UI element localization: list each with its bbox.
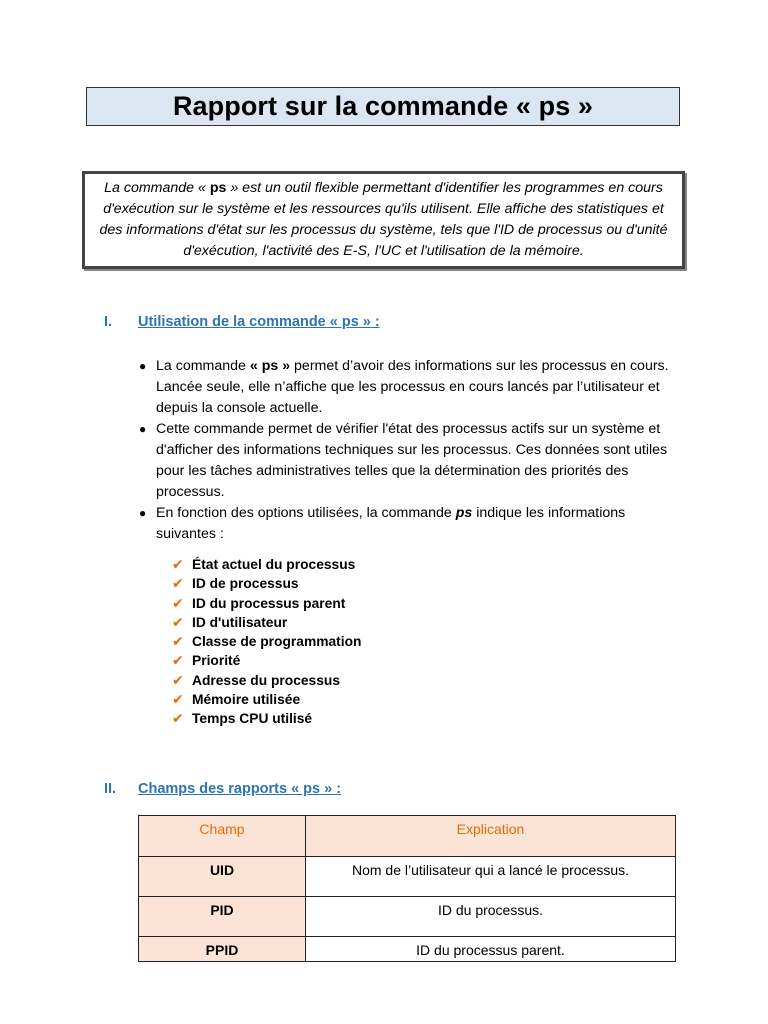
page-title: Rapport sur la commande « ps » <box>172 91 594 121</box>
bullet-dot-icon: ● <box>139 422 147 436</box>
field-name: PID <box>139 897 306 937</box>
intro-text <box>97 178 670 262</box>
intro-text-start: La commande « <box>104 180 210 196</box>
checkmark-icon: ✔ <box>172 556 184 572</box>
section-1-heading <box>104 314 380 330</box>
checklist-item <box>172 632 361 651</box>
section-2-number: II. <box>104 781 117 797</box>
field-name: PPID <box>139 937 306 962</box>
column-header-explication: Explication <box>306 816 676 857</box>
checklist-label: Mémoire utilisée <box>192 692 301 708</box>
table-row <box>139 897 676 937</box>
field-name: UID <box>139 857 306 897</box>
bullet-text: En fonction des options utilisées, la commande <box>156 505 456 521</box>
column-header-champ: Champ <box>139 816 306 857</box>
bullet-bold: « ps » <box>249 358 291 374</box>
fields-table <box>138 815 676 962</box>
intro-text-end: » est un outil flexible permettant d'identifier les programmes en cours d'exécution sur le système et les ressources qu'ils utilisent. Elle affiche des statistiques et des informations d'état sur les processus du système, tels que l'ID de processus ou d'unité d'exécution, l'activité des E-S, l'UC et l'utilisation de la mémoire. <box>99 180 668 259</box>
checklist-label: ID du processus parent <box>192 595 346 611</box>
section-1-title: Utilisation de la commande « ps » : <box>138 314 380 330</box>
checklist-label: Temps CPU utilisé <box>192 711 313 727</box>
bullet-item <box>138 503 678 545</box>
bullet-bold: ps <box>455 505 473 521</box>
checklist-label: État actuel du processus <box>192 557 356 572</box>
section-2-title: Champs des rapports « ps » : <box>138 781 342 797</box>
section-1-number: I. <box>104 314 113 330</box>
field-explanation: Nom de l’utilisateur qui a lancé le processus. <box>306 857 676 897</box>
checklist-item <box>172 574 361 593</box>
field-explanation: ID du processus parent. <box>306 937 676 962</box>
checklist <box>172 555 361 729</box>
bullet-dot-icon: ● <box>139 506 147 520</box>
checklist-item <box>172 613 361 632</box>
bullet-text: permet d’avoir des informations sur les processus en cours. Lancée seule, elle n’affiche que les processus en cours lancés par l’utilisateur et depuis la console actuelle. <box>156 358 669 416</box>
title-box <box>86 87 680 126</box>
table-header-row <box>139 816 676 857</box>
checkmark-icon: ✔ <box>172 633 184 650</box>
table-row <box>139 857 676 897</box>
checklist-item <box>172 690 361 709</box>
intro-box <box>82 171 685 269</box>
bullet-item <box>138 419 678 503</box>
checklist-label: ID de processus <box>192 576 299 592</box>
checklist-item <box>172 671 361 690</box>
checklist-item <box>172 709 361 728</box>
table-row <box>139 937 676 962</box>
checkmark-icon: ✔ <box>172 575 184 592</box>
bullet-text: indique les informations suivantes : <box>156 505 626 542</box>
field-explanation: ID du processus. <box>306 897 676 937</box>
bullet-text: La commande <box>156 358 250 374</box>
checklist-item <box>172 594 361 613</box>
checklist-item <box>172 555 361 574</box>
checkmark-icon: ✔ <box>172 594 184 611</box>
bullet-dot-icon: ● <box>139 359 147 373</box>
checkmark-icon: ✔ <box>172 691 184 708</box>
checklist-label: Priorité <box>192 653 241 669</box>
checkmark-icon: ✔ <box>172 671 184 688</box>
bullet-list <box>138 356 678 545</box>
section-2-heading <box>104 781 341 797</box>
bullet-text: Cette commande permet de vérifier l'état des processus actifs sur un système et d'afficher des informations techniques sur les processus. Ces données sont utiles pour les tâches administratives telles que la détermination des priorités des processus. <box>156 421 668 500</box>
checkmark-icon: ✔ <box>172 613 184 630</box>
checklist-label: ID d'utilisateur <box>192 614 288 630</box>
checklist-label: Classe de programmation <box>192 634 362 650</box>
bullet-item <box>138 356 678 419</box>
intro-command: ps <box>209 180 227 196</box>
checkmark-icon: ✔ <box>172 710 184 727</box>
checklist-item <box>172 651 361 670</box>
checklist-label: Adresse du processus <box>192 672 340 688</box>
checkmark-icon: ✔ <box>172 652 184 669</box>
